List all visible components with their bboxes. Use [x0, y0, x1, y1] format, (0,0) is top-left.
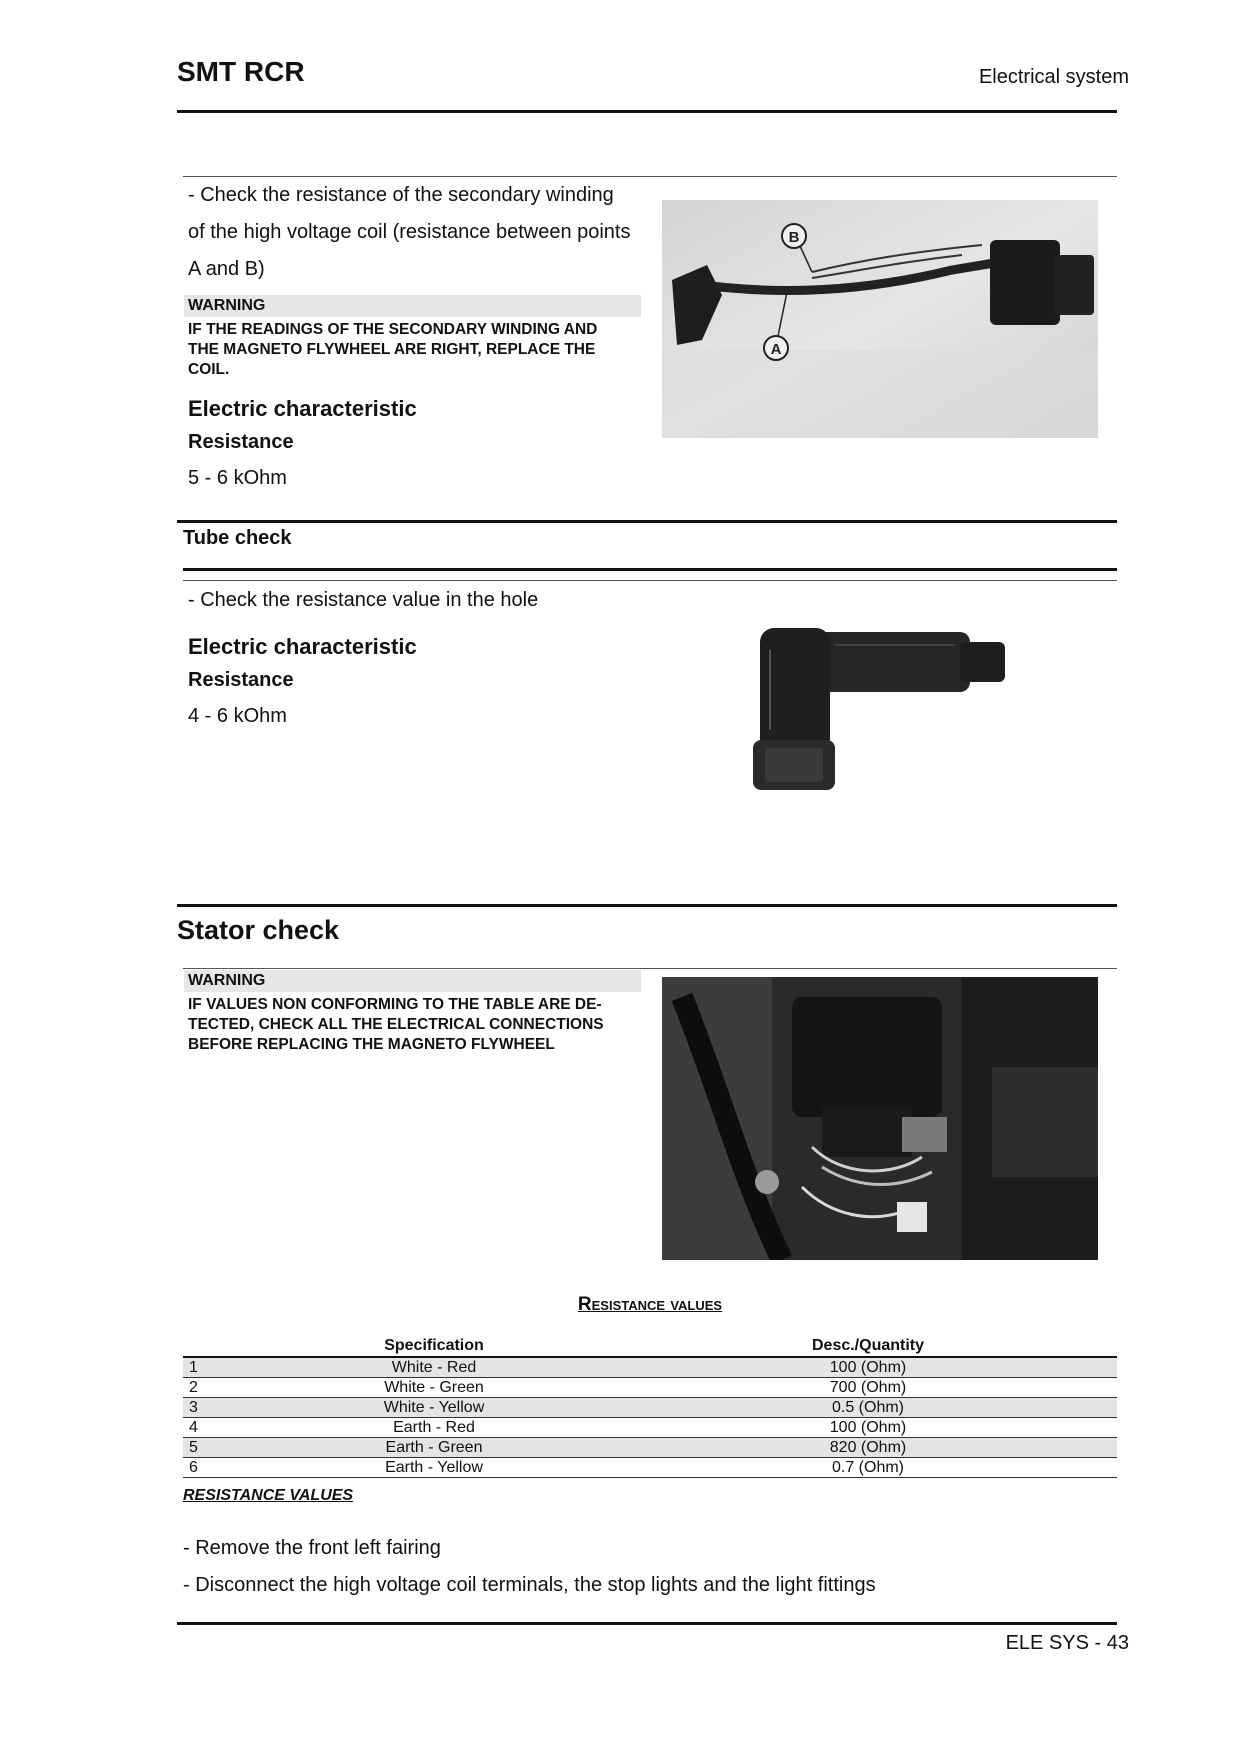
- table-cell-quantity: 0.5 (Ohm): [619, 1398, 1117, 1418]
- tube-electric-characteristic-title: Electric characteristic: [188, 634, 417, 659]
- stator-warning-box: [184, 970, 641, 1055]
- tube-section-rule: [177, 520, 1117, 523]
- table-cell-quantity: 100 (Ohm): [619, 1418, 1117, 1438]
- table-cell-specification: Earth - Yellow: [249, 1458, 619, 1478]
- stator-photo-drawing: [662, 977, 1098, 1260]
- table-cell-quantity: 700 (Ohm): [619, 1378, 1117, 1398]
- coil-photo-drawing: [662, 200, 1098, 438]
- header-rule: [177, 110, 1117, 113]
- coil-instructions: [188, 177, 648, 288]
- table-row: [183, 1398, 1117, 1418]
- tube-instruction: - Check the resistance value in the hole: [188, 589, 539, 611]
- table-row: [183, 1418, 1117, 1438]
- warning-line: BEFORE REPLACING THE MAGNETO FLYWHEEL: [188, 1036, 555, 1053]
- point-b-label: B: [788, 229, 800, 246]
- table-cell-quantity: 100 (Ohm): [619, 1357, 1117, 1378]
- table-cell-number: 4: [183, 1418, 249, 1438]
- tube-check-heading: Tube check: [183, 527, 292, 549]
- warning-line: IF THE READINGS OF THE SECONDARY WINDING AND: [188, 321, 598, 338]
- document-brand-title: SMT RCR: [177, 56, 305, 87]
- table-header-specification: Specification: [249, 1336, 619, 1357]
- table-cell-specification: White - Red: [249, 1357, 619, 1378]
- table-cell-specification: White - Green: [249, 1378, 619, 1398]
- table-header-quantity: Desc./Quantity: [619, 1336, 1117, 1357]
- footer-rule: [177, 1622, 1117, 1625]
- table-cell-number: 6: [183, 1458, 249, 1478]
- table-cell-specification: White - Yellow: [249, 1398, 619, 1418]
- coil-warning-box: [184, 295, 641, 380]
- document-section-name: Electrical system: [978, 66, 1129, 88]
- table-cell-number: 1: [183, 1357, 249, 1378]
- table-cell-specification: Earth - Green: [249, 1438, 619, 1458]
- coil-photo: [662, 200, 1098, 438]
- coil-instruction-line: - Check the resistance of the secondary winding: [188, 184, 614, 206]
- table-row: [183, 1438, 1117, 1458]
- table-title: Resistance values: [577, 1294, 723, 1315]
- tube-photo: [735, 590, 1035, 805]
- tube-resistance-label: Resistance: [188, 669, 294, 691]
- stator-steps: [183, 1530, 876, 1604]
- coil-instruction-line: of the high voltage coil (resistance between points: [188, 221, 631, 243]
- coil-resistance-value: 5 - 6 kOhm: [188, 467, 287, 489]
- warning-line: COIL.: [188, 361, 230, 378]
- coil-resistance-label: Resistance: [188, 431, 294, 453]
- table-cell-quantity: 0.7 (Ohm): [619, 1458, 1117, 1478]
- table-row: [183, 1357, 1117, 1378]
- table-cell-quantity: 820 (Ohm): [619, 1438, 1117, 1458]
- stator-top-rule: [183, 968, 1117, 969]
- stator-photo: [662, 977, 1098, 1260]
- table-caption: RESISTANCE VALUES: [183, 1487, 354, 1504]
- table-cell-specification: Earth - Red: [249, 1418, 619, 1438]
- point-a-label: A: [770, 341, 782, 358]
- warning-line: THE MAGNETO FLYWHEEL ARE RIGHT, REPLACE THE: [188, 341, 596, 358]
- step-line: - Remove the front left fairing: [183, 1537, 441, 1559]
- coil-instruction-line: A and B): [188, 258, 265, 280]
- tube-resistance-value: 4 - 6 kOhm: [188, 705, 287, 727]
- warning-line: TECTED, CHECK ALL THE ELECTRICAL CONNECTIONS: [188, 1016, 604, 1033]
- stator-check-heading: Stator check: [177, 915, 340, 945]
- table-header-row: [183, 1336, 1117, 1357]
- step-line: - Disconnect the high voltage coil terminals, the stop lights and the light fittings: [183, 1574, 876, 1596]
- tube-photo-drawing: [735, 590, 1035, 805]
- table-header-number: [183, 1336, 249, 1357]
- warning-title: WARNING: [184, 295, 641, 317]
- tube-heading-rule: [183, 568, 1117, 571]
- coil-electric-characteristic-title: Electric characteristic: [188, 396, 417, 421]
- table-cell-number: 2: [183, 1378, 249, 1398]
- warning-title: WARNING: [184, 970, 641, 992]
- table-row: [183, 1378, 1117, 1398]
- stator-section-rule: [177, 904, 1117, 907]
- warning-line: IF VALUES NON CONFORMING TO THE TABLE ARE DE-: [188, 996, 602, 1013]
- table-cell-number: 5: [183, 1438, 249, 1458]
- warning-text: [184, 320, 641, 380]
- page-number: ELE SYS - 43: [1005, 1632, 1129, 1654]
- resistance-values-table: [183, 1336, 1117, 1478]
- warning-text: [184, 995, 641, 1055]
- table-row: [183, 1458, 1117, 1478]
- table-cell-number: 3: [183, 1398, 249, 1418]
- tube-top-rule: [183, 580, 1117, 581]
